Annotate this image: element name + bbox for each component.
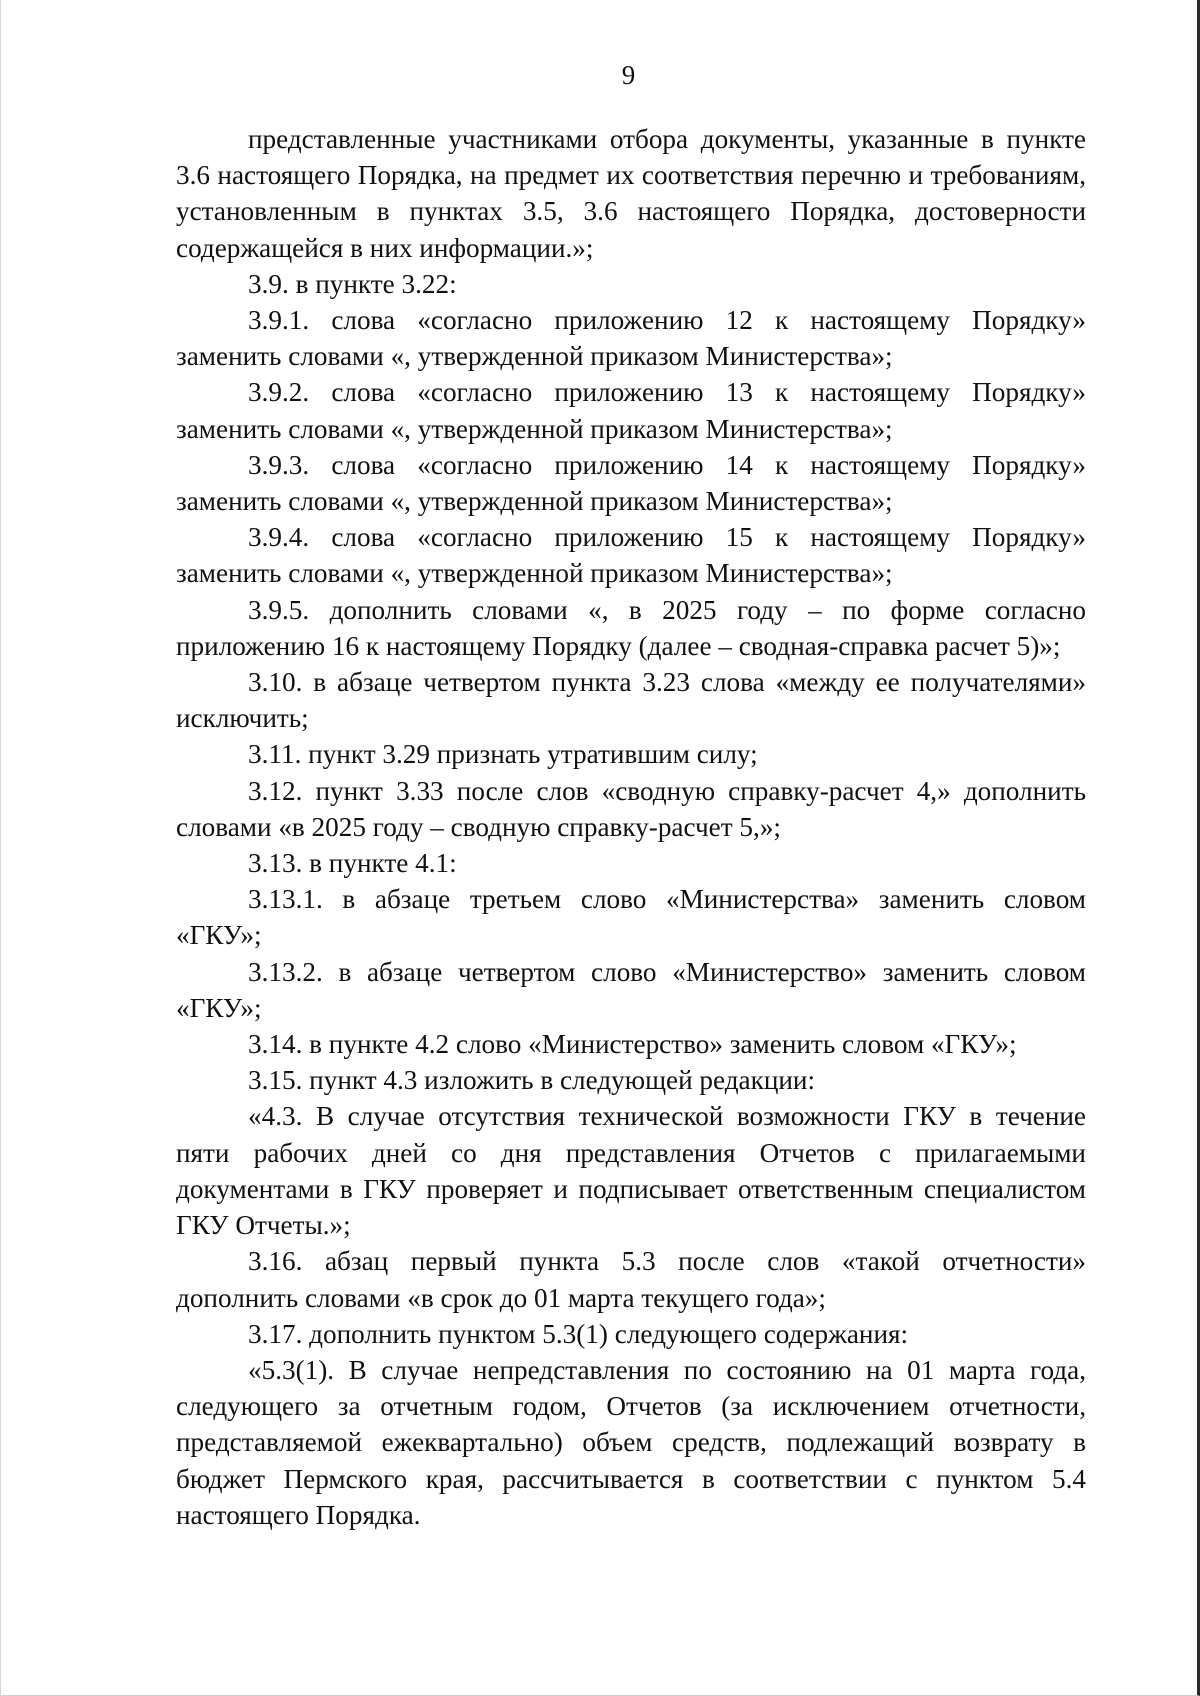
paragraph-3-13-2: 3.13.2. в абзаце четвертом слово «Министерство» заменить словом «ГКУ»; (176, 956, 1086, 1023)
paragraph-3-17: 3.17. дополнить пунктом 5.3(1) следующего содержания: (248, 1318, 909, 1349)
paragraph-3-11: 3.11. пункт 3.29 признать утратившим силу; (248, 739, 758, 770)
paragraph-3-13: 3.13. в пункте 4.1: (248, 848, 457, 879)
paragraph-3-14: 3.14. в пункте 4.2 слово «Министерство» заменить словом «ГКУ»; (248, 1029, 1017, 1060)
page-number: 9 (621, 60, 636, 90)
paragraph-3-15: 3.15. пункт 4.3 изложить в следующей редакции: (248, 1065, 816, 1096)
paragraph-3-9-3: 3.9.3. слова «согласно приложению 14 к настоящему Порядку» заменить словами «, утвержденной приказом Министерства»; (176, 449, 1086, 517)
paragraph-3-9-4: 3.9.4. слова «согласно приложению 15 к настоящему Порядку» заменить словами «, утвержденной приказом Министерства»; (176, 522, 1086, 589)
paragraph-3-10: 3.10. в абзаце четвертом пункта 3.23 слова «между ее получателями» исключить; (176, 667, 1086, 734)
paragraph-quote-5-3-1: «5.3(1). В случае непредставления по состоянию на 01 марта года, следующего за отчетным годом, Отчетов (за исключением отчетности, представляемой ежеквартально) объем средств, подлежащий возврату в бюджет Пермского края, рассчитывается в соответствии с пунктом 5.4 настоящего Порядка. (176, 1354, 1086, 1530)
document-body (176, 121, 1086, 1533)
paragraph-3-9-2: 3.9.2. слова «согласно приложению 13 к настоящему Порядку» заменить словами «, утвержденной приказом Министерства»; (176, 377, 1086, 444)
paragraph-3-12: 3.12. пункт 3.33 после слов «сводную справку-расчет 4,» дополнить словами «в 2025 году – сводную справку-расчет 5,»; (176, 775, 1086, 842)
paragraph-quote-4-3: «4.3. В случае отсутствия технической возможности ГКУ в течение пяти рабочих дней со дня представления Отчетов с прилагаемыми документами в ГКУ проверяет и подписывает ответственным специалистом ГКУ Отчеты.»; (176, 1101, 1086, 1241)
paragraph-3-13-1: 3.13.1. в абзаце третьем слово «Министерства» заменить словом «ГКУ»; (176, 884, 1086, 951)
paragraph-3-9-1: 3.9.1. слова «согласно приложению 12 к настоящему Порядку» заменить словами «, утвержденной приказом Министерства»; (176, 305, 1086, 372)
paragraph-3-16: 3.16. абзац первый пункта 5.3 после слов «такой отчетности» дополнить словами «в срок до 01 марта текущего года»; (176, 1246, 1086, 1313)
paragraph-3-9: 3.9. в пункте 3.22: (248, 268, 457, 299)
paragraph-continuation: представленные участниками отбора документы, указанные в пункте 3.6 настоящего Порядка, на предмет их соответствия перечню и требованиям, установленным в пунктах 3.5, 3.6 настоящего Порядка, достоверности содержащейся в них информации.»; (176, 124, 1086, 263)
paragraph-3-9-5: 3.9.5. дополнить словами «, в 2025 году – по форме согласно приложению 16 к настоящему Порядку (далее – сводная-справка расчет 5)»; (176, 594, 1086, 661)
